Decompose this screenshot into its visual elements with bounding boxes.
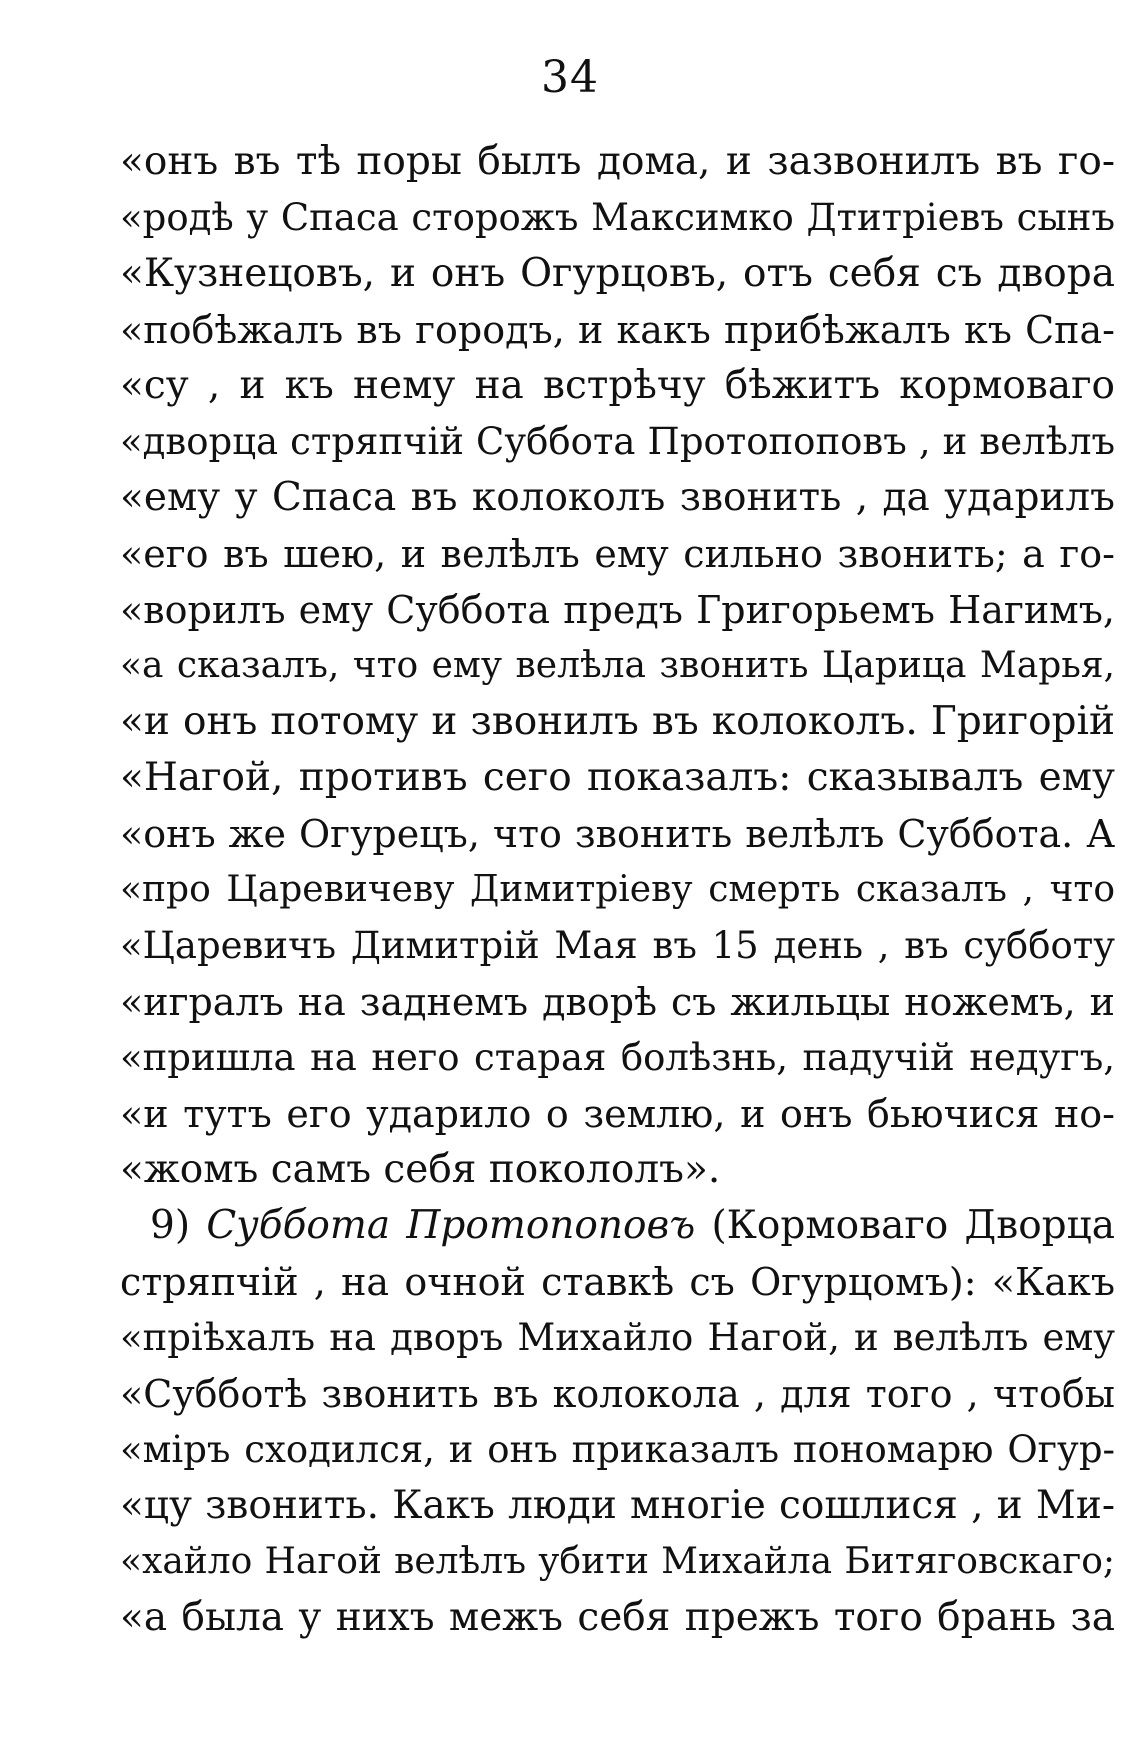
paragraph-9-first-line: [120, 1198, 1115, 1254]
text-line: «пріѣхалъ на дворъ Михайло Нагой, и велѣлъ ему: [120, 1316, 1115, 1359]
text-line: «ворилъ ему Суббота предъ Григорьемъ Нагимъ,: [120, 588, 1115, 632]
text-line: «жомъ самъ себя покололъ».: [120, 1147, 721, 1192]
text-line: «про Царевичеву Димитріеву смерть сказалъ , что: [120, 869, 1115, 910]
text-line: «су , и къ нему на встрѣчу бѣжитъ кормоваго: [120, 363, 1115, 408]
text-line: «и тутъ его ударило о землю, и онъ бьючися но-: [120, 1092, 1115, 1136]
text-line: «игралъ на заднемъ дворѣ съ жильцы ножемъ, и: [120, 980, 1115, 1024]
text-line: «его въ шею, и велѣлъ ему сильно звонить; а го-: [120, 532, 1115, 576]
text-line: «Кузнецовъ, и онъ Огурцовъ, отъ себя съ двора: [120, 251, 1115, 296]
text-line: «Субботѣ звонить въ колокола , для того , чтобы: [120, 1372, 1115, 1416]
text-line: «хайло Нагой велѣлъ убити Михайла Битяговскаго;: [120, 1541, 1115, 1582]
page-number: 34: [541, 52, 599, 103]
text-line: «цу звонить. Какъ люди многіе сошлися , и Ми-: [120, 1483, 1115, 1528]
text-line: «онъ же Огурецъ, что звонить велѣлъ Суббота. А: [120, 812, 1115, 856]
text-line: «ему у Спаса въ колоколъ звонить , да ударилъ: [120, 475, 1115, 520]
text-line: «онъ въ тѣ поры былъ дома, и зазвонилъ въ го-: [120, 139, 1115, 184]
text-line: «родѣ у Спаса сторожъ Максимко Дтитріевъ сынъ: [120, 196, 1115, 239]
paragraph-number: 9): [150, 1203, 191, 1248]
text-line: «міръ сходился, и онъ приказалъ пономарю Огур-: [120, 1428, 1115, 1471]
text-line: «Царевичъ Димитрій Мая въ 15 день , въ субботу: [120, 924, 1115, 967]
text-line: «побѣжалъ въ городъ, и какъ прибѣжалъ къ Спа-: [120, 308, 1115, 352]
text-line: «дворца стряпчій Суббота Протопоповъ , и велѣлъ: [120, 420, 1115, 463]
text-line: «Нагой, противъ сего показалъ: сказывалъ ему: [120, 755, 1115, 800]
text-line: «а сказалъ, что ему велѣла звонить Царица Марья,: [120, 645, 1115, 686]
text-line: «пришла на него старая болѣзнь, падучій недугъ,: [120, 1036, 1115, 1079]
text-line: «и онъ потому и звонилъ въ колоколъ. Григорій: [120, 699, 1115, 744]
text-line: «а была у нихъ межъ себя прежъ того брань за: [120, 1595, 1115, 1640]
text-line: стряпчій , на очной ставкѣ съ Огурцомъ): «Какъ: [120, 1260, 1115, 1304]
speaker-name: Суббота Протопоповъ: [206, 1203, 696, 1248]
body-text: [120, 134, 1115, 1646]
first-line-rest: (Кормоваго Дворца: [711, 1203, 1115, 1248]
